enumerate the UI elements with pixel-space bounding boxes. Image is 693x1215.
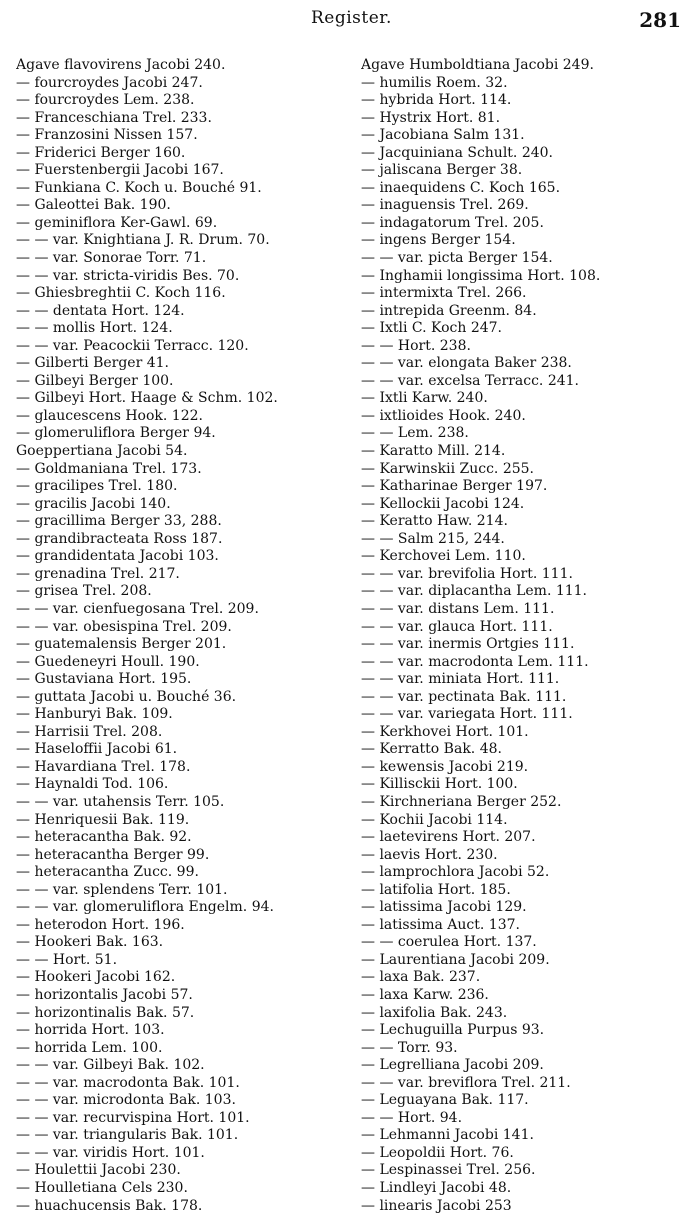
index-entry: — — var. splendens Terr. 101. [16,881,228,898]
index-entry: — inaequidens C. Koch 165. [361,179,561,196]
index-entry: — — var. diplacantha Lem. 111. [361,583,588,600]
index-entry: — — Salm 215, 244. [361,530,505,547]
page-header [0,8,693,32]
index-entry: — — var. pectinata Bak. 111. [361,688,567,705]
index-entry: — Karwinskii Zucc. 255. [361,460,534,477]
index-entry: — Gilbeyi Berger 100. [16,372,174,389]
index-entry: — — var. Knightiana J. R. Drum. 70. [16,232,270,249]
index-entry: — guttata Jacobi u. Bouché 36. [16,688,237,705]
index-entry: — Havardiana Trel. 178. [16,758,191,775]
index-entry: — Inghamii longissima Hort. 108. [361,267,601,284]
index-entry: — Friderici Berger 160. [16,144,186,161]
index-entry: — Gilberti Berger 41. [16,355,170,372]
index-entry: — — var. excelsa Terracc. 241. [361,372,579,389]
index-entry: — Hanburyi Bak. 109. [16,706,173,723]
index-entry: — Kochii Jacobi 114. [361,811,508,828]
index-entry: — — var. Sonorae Torr. 71. [16,250,207,267]
index-entry: — Legrelliana Jacobi 209. [361,1057,544,1074]
index-entry: — heteracantha Zucc. 99. [16,864,199,881]
index-entry: — Franceschiana Trel. 233. [16,109,212,126]
index-entry: — Houlettii Jacobi 230. [16,1162,181,1179]
index-entry: — ingens Berger 154. [361,232,516,249]
index-entry: — Goldmaniana Trel. 173. [16,460,202,477]
index-entry: — inaguensis Trel. 269. [361,197,529,214]
index-entry: — — Lem. 238. [361,425,469,442]
index-entry: — fourcroydes Jacobi 247. [16,74,203,91]
index-entry: — — Hort. 51. [16,951,118,968]
index-entry: — Kerratto Bak. 48. [361,741,502,758]
index-entry: — Franzosini Nissen 157. [16,127,198,144]
index-entry: — ixtlioides Hook. 240. [361,407,526,424]
index-entry: — Houlletiana Cels 230. [16,1180,188,1196]
index-entry: — horrida Hort. 103. [16,1022,165,1039]
index-entry: — grenadina Trel. 217. [16,565,180,582]
index-entry: — Funkiana C. Koch u. Bouché 91. [16,179,262,196]
index-entry: — heteracantha Berger 99. [16,846,210,863]
index-entry: — Karatto Mill. 214. [361,443,506,460]
index-entry: — Harrisii Trel. 208. [16,723,163,740]
index-entry: — glaucescens Hook. 122. [16,407,203,424]
index-entry: — — var. elongata Baker 238. [361,355,572,372]
index-entry: — — var. variegata Hort. 111. [361,706,573,723]
index-entry: — intrepida Greenm. 84. [361,302,537,319]
index-entry: — Keratto Haw. 214. [361,513,508,530]
index-entry: — — var. inermis Ortgies 111. [361,636,575,653]
index-entry: — Haynaldi Tod. 106. [16,776,169,793]
index-entry: — — Hort. 94. [361,1109,463,1126]
index-entry: — Henriquesii Bak. 119. [16,811,190,828]
index-entry: — Gustaviana Hort. 195. [16,671,192,688]
index-entry: — Ixtli C. Koch 247. [361,320,503,337]
index-entry: — guatemalensis Berger 201. [16,636,227,653]
index-entry: — heterodon Hort. 196. [16,916,185,933]
index-entry: — Lindleyi Jacobi 48. [361,1180,512,1196]
index-entry: — Hookeri Bak. 163. [16,934,164,951]
index-entry: — kewensis Jacobi 219. [361,758,529,775]
index-entry: — gracilipes Trel. 180. [16,478,178,495]
index-entry: — Haseloffii Jacobi 61. [16,741,178,758]
index-entry: — — Torr. 93. [361,1039,458,1056]
index-entry: — — var. glauca Hort. 111. [361,618,553,635]
index-entry: — intermixta Trel. 266. [361,285,527,302]
page-number: 281 [639,8,681,32]
index-entry: — laevis Hort. 230. [361,846,498,863]
index-entry: — Hystrix Hort. 81. [361,109,501,126]
index-entry: — — var. macrodonta Lem. 111. [361,653,589,670]
index-entry: — Killisckii Hort. 100. [361,776,518,793]
index-entry: — latissima Auct. 137. [361,916,520,933]
index-entry: — laxa Karw. 236. [361,986,489,1003]
index-entry: — indagatorum Trel. 205. [361,214,544,231]
index-entry: — fourcroydes Lem. 238. [16,92,195,109]
index-entry: — Kirchneriana Berger 252. [361,793,562,810]
index-entry: — Gilbeyi Hort. Haage & Schm. 102. [16,390,278,407]
index-entry: — — Hort. 238. [361,337,471,354]
register-column-left [16,57,351,1215]
index-entry: — Leopoldii Hort. 76. [361,1144,514,1161]
index-entry: — Lehmanni Jacobi 141. [361,1127,534,1144]
index-entry: — — var. picta Berger 154. [361,250,553,267]
index-entry: — Jacquiniana Schult. 240. [361,144,554,161]
index-entry: — Ghiesbreghtii C. Koch 116. [16,285,226,302]
index-entry: — — var. microdonta Bak. 103. [16,1092,236,1109]
index-entry: — heteracantha Bak. 92. [16,829,192,846]
register-column-right [361,57,686,1215]
index-entry: — horizontalis Jacobi 57. [16,986,193,1003]
index-entry: — — var. glomeruliflora Engelm. 94. [16,899,274,916]
index-entry: — — var. utahensis Terr. 105. [16,793,225,810]
index-entry: — gracilis Jacobi 140. [16,495,171,512]
index-entry: — horizontinalis Bak. 57. [16,1004,195,1021]
index-entry: — — var. viridis Hort. 101. [16,1144,205,1161]
index-entry: — latifolia Hort. 185. [361,881,511,898]
index-entry: — gracillima Berger 33, 288. [16,513,222,530]
index-entry: — grandibracteata Ross 187. [16,530,223,547]
index-entry: — latissima Jacobi 129. [361,899,527,916]
index-entry: — Laurentiana Jacobi 209. [361,951,550,968]
index-entry: — — var. cienfuegosana Trel. 209. [16,600,259,617]
index-entry: — laetevirens Hort. 207. [361,829,536,846]
index-entry: — laxa Bak. 237. [361,969,481,986]
index-entry: — humilis Roem. 32. [361,74,508,91]
index-entry: — — var. miniata Hort. 111. [361,671,560,688]
index-entry: — — mollis Hort. 124. [16,320,173,337]
index-entry: — — var. Gilbeyi Bak. 102. [16,1057,205,1074]
index-entry: — huachucensis Bak. 178. [16,1197,203,1214]
index-entry: — — coerulea Hort. 137. [361,934,537,951]
index-entry: — grandidentata Jacobi 103. [16,548,219,565]
index-entry: — grisea Trel. 208. [16,583,152,600]
index-entry: Agave Humboldtiana Jacobi 249. [361,57,594,73]
index-entry: — hybrida Hort. 114. [361,92,512,109]
index-entry: — geminiflora Ker-Gawl. 69. [16,214,218,231]
index-entry: — — var. triangularis Bak. 101. [16,1127,239,1144]
index-entry: — Lechuguilla Purpus 93. [361,1022,545,1039]
index-entry: — Galeottei Bak. 190. [16,197,171,214]
index-entry: — Leguayana Bak. 117. [361,1092,529,1109]
index-entry: — — var. distans Lem. 111. [361,600,555,617]
index-entry: — jaliscana Berger 38. [361,162,523,179]
index-entry: — — var. breviflora Trel. 211. [361,1074,571,1091]
index-entry: — horrida Lem. 100. [16,1039,163,1056]
index-entry: — — var. Peacockii Terracc. 120. [16,337,249,354]
index-entry: — — var. brevifolia Hort. 111. [361,565,573,582]
index-entry: — — dentata Hort. 124. [16,302,185,319]
index-entry: — Kerchovei Lem. 110. [361,548,526,565]
index-entry: — Kerkhovei Hort. 101. [361,723,529,740]
index-entry: — linearis Jacobi 253 [361,1197,512,1214]
index-entry: — Hookeri Jacobi 162. [16,969,176,986]
index-entry: — glomeruliflora Berger 94. [16,425,216,442]
index-entry: — Ixtli Karw. 240. [361,390,488,407]
index-entry: — — var. recurvispina Hort. 101. [16,1109,250,1126]
index-entry: — Kellockii Jacobi 124. [361,495,525,512]
index-entry: — Jacobiana Salm 131. [361,127,525,144]
index-entry: — — var. macrodonta Bak. 101. [16,1074,240,1091]
index-entry: — — var. obesispina Trel. 209. [16,618,232,635]
index-entry: — Guedeneyri Houll. 190. [16,653,200,670]
index-entry: Goeppertiana Jacobi 54. [16,443,188,460]
index-entry: — laxifolia Bak. 243. [361,1004,508,1021]
index-entry: — — var. stricta-viridis Bes. 70. [16,267,240,284]
running-title: Register. [311,8,392,28]
index-entry: — Lespinassei Trel. 256. [361,1162,536,1179]
index-entry: — lamprochlora Jacobi 52. [361,864,550,881]
index-entry: Agave flavovirens Jacobi 240. [16,57,226,73]
index-entry: — Fuerstenbergii Jacobi 167. [16,162,224,179]
index-entry: — Katharinae Berger 197. [361,478,548,495]
